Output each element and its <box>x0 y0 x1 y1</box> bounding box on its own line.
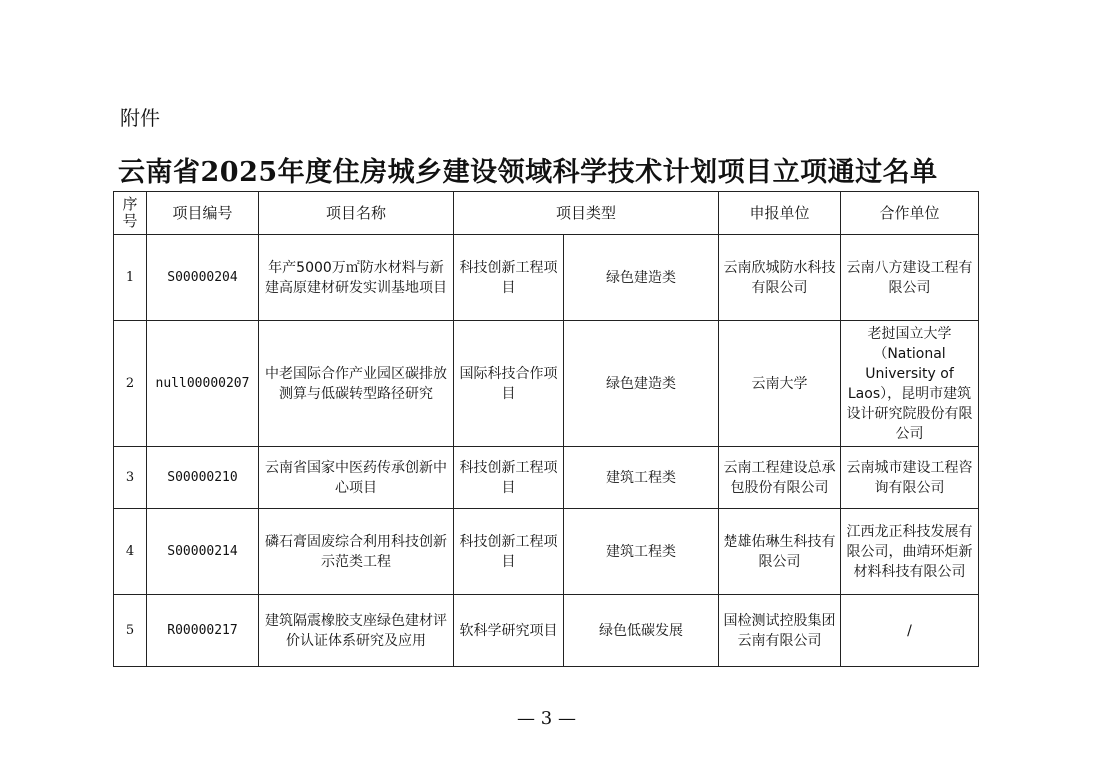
table-row <box>114 595 979 667</box>
cell-name: 建筑隔震橡胶支座绿色建材评价认证体系研究及应用 <box>259 595 454 667</box>
table-row <box>114 447 979 509</box>
cell-code: null00000207 <box>147 321 259 447</box>
cell-type-sub: 绿色建造类 <box>564 321 719 447</box>
table-row <box>114 509 979 595</box>
cell-type-sub: 绿色建造类 <box>564 235 719 321</box>
page-number: — 3 — <box>517 708 576 729</box>
cell-type-main: 科技创新工程项目 <box>454 447 564 509</box>
cell-code: S00000214 <box>147 509 259 595</box>
table-row <box>114 235 979 321</box>
cell-type-main: 软科学研究项目 <box>454 595 564 667</box>
cell-code: S00000210 <box>147 447 259 509</box>
cell-type-main: 科技创新工程项目 <box>454 235 564 321</box>
header-type: 项目类型 <box>454 192 719 235</box>
cell-applicant: 云南欣城防水科技有限公司 <box>719 235 841 321</box>
cell-seq: 3 <box>114 447 147 509</box>
cell-seq: 1 <box>114 235 147 321</box>
cell-type-sub: 建筑工程类 <box>564 509 719 595</box>
cell-partner: 云南城市建设工程咨询有限公司 <box>841 447 979 509</box>
cell-type-main: 国际科技合作项目 <box>454 321 564 447</box>
cell-name: 磷石膏固废综合利用科技创新示范类工程 <box>259 509 454 595</box>
document-title: 云南省2025年度住房城乡建设领域科学技术计划项目立项通过名单 <box>118 157 938 188</box>
header-code: 项目编号 <box>147 192 259 235</box>
cell-applicant: 楚雄佑琳生科技有限公司 <box>719 509 841 595</box>
cell-name: 云南省国家中医药传承创新中心项目 <box>259 447 454 509</box>
cell-applicant: 云南大学 <box>719 321 841 447</box>
attachment-label: 附件 <box>120 106 160 130</box>
cell-applicant: 国检测试控股集团云南有限公司 <box>719 595 841 667</box>
cell-seq: 4 <box>114 509 147 595</box>
cell-type-sub: 绿色低碳发展 <box>564 595 719 667</box>
header-seq: 序号 <box>114 192 147 235</box>
cell-seq: 5 <box>114 595 147 667</box>
cell-name: 中老国际合作产业园区碳排放测算与低碳转型路径研究 <box>259 321 454 447</box>
table-row <box>114 321 979 447</box>
table-header-row <box>114 192 979 235</box>
cell-partner: 云南八方建设工程有限公司 <box>841 235 979 321</box>
header-name: 项目名称 <box>259 192 454 235</box>
header-partner: 合作单位 <box>841 192 979 235</box>
cell-seq: 2 <box>114 321 147 447</box>
cell-type-sub: 建筑工程类 <box>564 447 719 509</box>
cell-applicant: 云南工程建设总承包股份有限公司 <box>719 447 841 509</box>
header-applicant: 申报单位 <box>719 192 841 235</box>
cell-partner: 老挝国立大学（National University of Laos），昆明市建筑设计研究院股份有限公司 <box>841 321 979 447</box>
cell-code: R00000217 <box>147 595 259 667</box>
project-table <box>113 191 979 667</box>
cell-name: 年产5000万㎡防水材料与新建高原建材研发实训基地项目 <box>259 235 454 321</box>
cell-partner: / <box>841 595 979 667</box>
cell-partner: 江西龙正科技发展有限公司，曲靖环炬新材料科技有限公司 <box>841 509 979 595</box>
cell-code: S00000204 <box>147 235 259 321</box>
cell-type-main: 科技创新工程项目 <box>454 509 564 595</box>
